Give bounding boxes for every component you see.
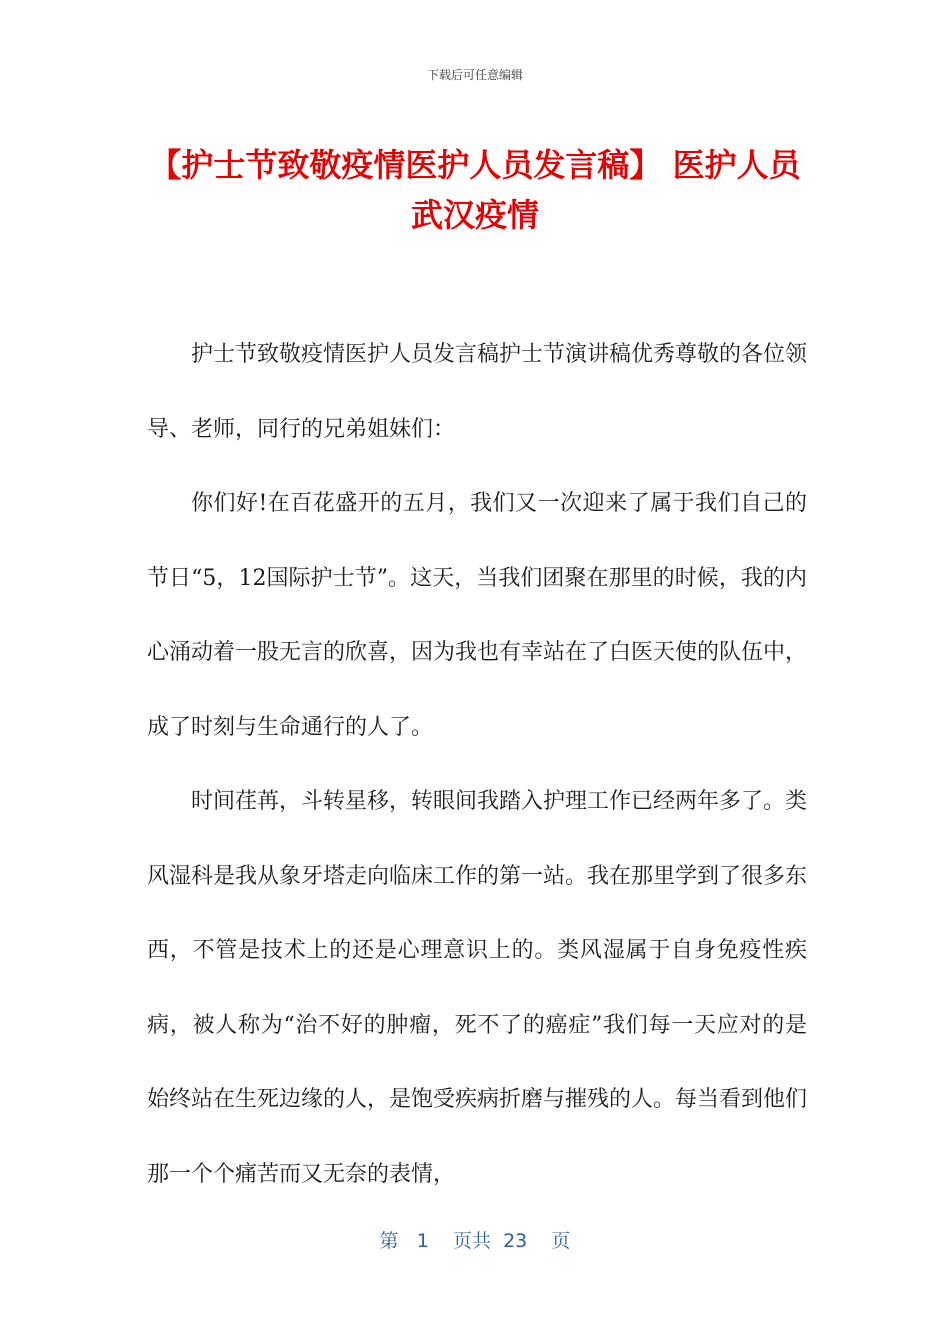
footer-suffix: 页 [551, 1230, 571, 1252]
document-body [147, 318, 807, 1212]
page-footer [0, 1226, 950, 1253]
paragraph: 时间荏苒，斗转星移，转眼间我踏入护理工作已经两年多了。类风湿科是我从象牙塔走向临床工作的第一站。我在那里学到了很多东西，不管是技术上的还是心理意识上的。类风湿属于自身免疫性疾病，被人称为“治不好的肿瘤，死不了的癌症”我们每一天应对的是始终站在生死边缘的人，是饱受疾病折磨与摧残的人。每当看到他们那一个个痛苦而又无奈的表情， [147, 789, 808, 1187]
paragraph: 你们好!在百花盛开的五月，我们又一次迎来了属于我们自己的节日“5，12国际护士节”。这天，当我们团聚在那里的时候，我的内心涌动着一股无言的欣喜，因为我也有幸站在了白医天使的队伍中，成了时刻与生命通行的人了。 [147, 491, 808, 740]
total-pages-number: 23 [503, 1230, 528, 1252]
footer-prefix: 第 [379, 1230, 399, 1252]
paragraph: 护士节致敬疫情医护人员发言稿护士节演讲稿优秀尊敬的各位领导、老师，同行的兄弟姐妹们： [147, 342, 808, 442]
footer-middle: 页共 [452, 1230, 491, 1252]
current-page-number: 1 [416, 1230, 429, 1252]
header-note: 下载后可任意编辑 [426, 68, 523, 82]
document-title: 【护士节致敬疫情医护人员发言稿】 医护人员武汉疫情 [149, 146, 801, 234]
